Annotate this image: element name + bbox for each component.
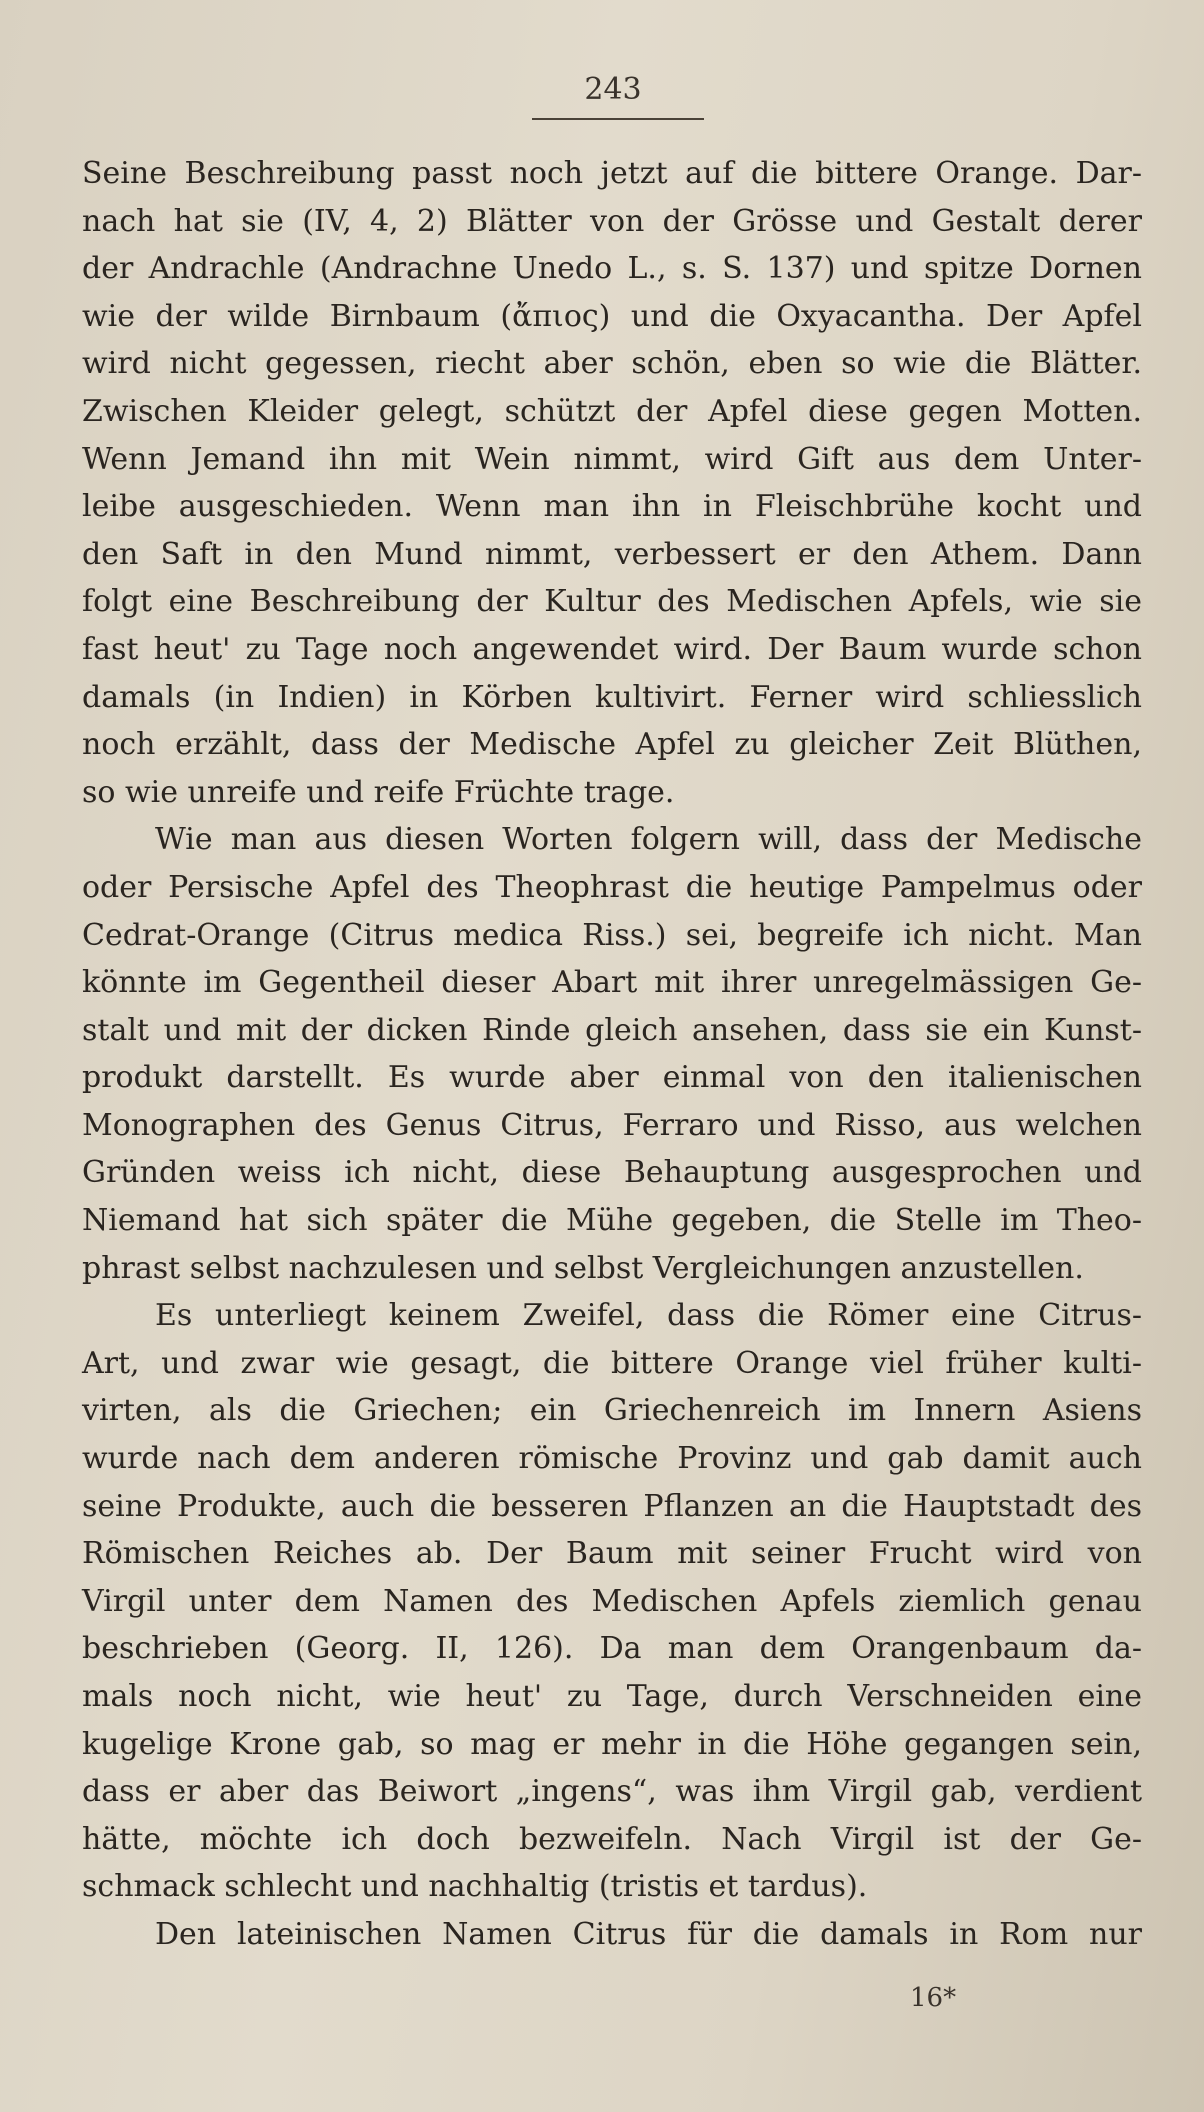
text-line: Niemand hat sich später die Mühe gegeben, die Stelle im Theo- (82, 1203, 1142, 1239)
text-line: Cedrat-Orange (Citrus medica Riss.) sei, begreife ich nicht. Man (82, 917, 1142, 953)
text-line: könnte im Gegentheil dieser Abart mit ihrer unregelmässigen Ge- (82, 965, 1142, 1001)
text-line: beschrieben (Georg. II, 126). Da man dem Orangenbaum da- (82, 1631, 1142, 1667)
page-number: 243 (584, 72, 642, 107)
text-line: so wie unreife und reife Früchte trage. (82, 774, 675, 810)
text-line: folgt eine Beschreibung der Kultur des Medischen Apfels, wie sie (82, 584, 1142, 620)
text-line: kugelige Krone gab, so mag er mehr in die Höhe gegangen sein, (82, 1726, 1142, 1762)
text-line: den Saft in den Mund nimmt, verbessert er den Athem. Dann (82, 536, 1142, 572)
text-line: Gründen weiss ich nicht, diese Behauptung ausgesprochen und (82, 1155, 1142, 1191)
text-line: produkt darstellt. Es wurde aber einmal von den italienischen (82, 1060, 1142, 1096)
text-line: Zwischen Kleider gelegt, schützt der Apfel diese gegen Motten. (82, 393, 1142, 429)
text-line: oder Persische Apfel des Theophrast die heutige Pampelmus oder (82, 869, 1142, 905)
text-line: hätte, möchte ich doch bezweifeln. Nach Virgil ist der Ge- (82, 1821, 1142, 1857)
text-line: leibe ausgeschieden. Wenn man ihn in Fleischbrühe kocht und (82, 489, 1142, 525)
text-line: Monographen des Genus Citrus, Ferraro und Risso, aus welchen (82, 1107, 1142, 1143)
text-line: Es unterliegt keinem Zweifel, dass die Römer eine Citrus- (155, 1298, 1142, 1334)
text-line: der Andrachle (Andrachne Unedo L., s. S. 137) und spitze Dornen (82, 251, 1142, 287)
text-line: phrast selbst nachzulesen und selbst Vergleichungen anzustellen. (82, 1250, 1084, 1286)
text-line: stalt und mit der dicken Rinde gleich ansehen, dass sie ein Kunst- (82, 1012, 1142, 1048)
text-line: virten, als die Griechen; ein Griechenreich im Innern Asiens (82, 1393, 1142, 1429)
text-line: wie der wilde Birnbaum (ἄπιος) und die Oxyacantha. Der Apfel (82, 298, 1142, 334)
text-line: mals noch nicht, wie heut' zu Tage, durch Verschneiden eine (82, 1679, 1142, 1714)
text-line: noch erzählt, dass der Medische Apfel zu gleicher Zeit Blüthen, (82, 727, 1142, 763)
body-text (82, 150, 1142, 1959)
text-line: wurde nach dem anderen römische Provinz und gab damit auch (82, 1441, 1142, 1477)
text-line: damals (in Indien) in Körben kultivirt. Ferner wird schliesslich (82, 679, 1142, 715)
text-line: Wenn Jemand ihn mit Wein nimmt, wird Gift aus dem Unter- (82, 441, 1142, 477)
text-line: Virgil unter dem Namen des Medischen Apfels ziemlich genau (82, 1583, 1142, 1619)
text-line: seine Produkte, auch die besseren Pflanzen an die Hauptstadt des (82, 1488, 1142, 1524)
header-rule (532, 118, 704, 120)
text-line: Römischen Reiches ab. Der Baum mit seiner Frucht wird von (82, 1536, 1142, 1572)
text-line: Seine Beschreibung passt noch jetzt auf die bittere Orange. Dar- (82, 156, 1142, 191)
text-line: wird nicht gegessen, riecht aber schön, eben so wie die Blätter. (82, 346, 1142, 382)
text-line: nach hat sie (IV, 4, 2) Blätter von der Grösse und Gestalt derer (82, 203, 1142, 239)
signature-mark: 16* (910, 1983, 957, 2013)
text-line: fast heut' zu Tage noch angewendet wird. Der Baum wurde schon (82, 631, 1142, 667)
text-line: Art, und zwar wie gesagt, die bittere Orange viel früher kulti- (82, 1345, 1142, 1381)
text-line: Den lateinischen Namen Citrus für die damals in Rom nur (155, 1916, 1142, 1952)
text-line: Wie man aus diesen Worten folgern will, dass der Medische (155, 822, 1142, 858)
text-line: dass er aber das Beiwort „ingens“, was ihm Virgil gab, verdient (82, 1774, 1142, 1810)
text-line: schmack schlecht und nachhaltig (tristis et tardus). (82, 1869, 868, 1905)
